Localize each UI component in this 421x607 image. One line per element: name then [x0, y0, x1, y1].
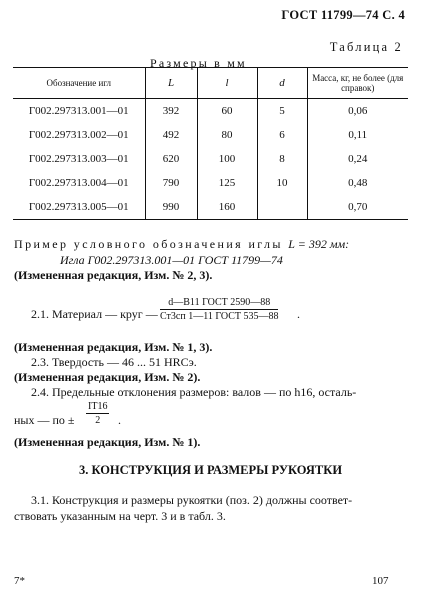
- table-row: [13, 99, 408, 124]
- revision-note: (Измененная редакция, Изм. № 2).: [14, 370, 201, 384]
- page-number: 107: [372, 575, 389, 587]
- column-header: Обозначение игл: [13, 68, 145, 99]
- fraction-denominator: 2: [95, 415, 101, 426]
- table-cell: 0,24: [307, 147, 408, 171]
- fraction-denominator: Ст3сп 1—11 ГОСТ 535—88: [160, 311, 279, 322]
- example-heading: [14, 237, 349, 252]
- table-cell: 492: [145, 123, 197, 147]
- table-cell: 0,70: [307, 195, 408, 220]
- table-cell: Г002.297313.002—01: [28, 129, 129, 141]
- table-cell: 620: [145, 147, 197, 171]
- table-cell: 0,11: [307, 123, 408, 147]
- material-suffix: .: [297, 307, 300, 321]
- table-cell: 60: [197, 99, 257, 124]
- page-header: ГОСТ 11799—74 С. 4: [281, 8, 405, 22]
- example-text: Пример условного обозначения иглы: [14, 237, 283, 251]
- deviation-suffix: .: [118, 413, 121, 427]
- table-cell: 6: [257, 123, 307, 147]
- table-row: [13, 171, 408, 195]
- revision-note: (Измененная редакция, Изм. № 2, 3).: [14, 268, 213, 282]
- revision-note: (Измененная редакция, Изм. № 1).: [14, 435, 201, 449]
- needle-table: [13, 67, 408, 220]
- table-cell: 8: [257, 147, 307, 171]
- table-cell: 392: [145, 99, 197, 124]
- table-cell: 100: [197, 147, 257, 171]
- table-cell: Г002.297313.003—01: [28, 153, 129, 165]
- table-cell: 0,06: [307, 99, 408, 124]
- table-cell: 0,48: [307, 171, 408, 195]
- table-number: Таблица 2: [329, 40, 403, 54]
- construction-continuation: ствовать указанным на черт. 3 и в табл. 3.: [14, 509, 226, 523]
- table-row: [13, 195, 408, 220]
- table-cell: 10: [257, 171, 307, 195]
- table-cell: Г002.297313.001—01: [28, 105, 129, 117]
- column-header: Масса, кг, не более (для справок): [307, 68, 408, 99]
- hardness-clause: 2.3. Твердость — 46 ... 51 HRCэ.: [31, 355, 197, 369]
- column-header: d: [257, 68, 307, 99]
- deviations-clause: 2.4. Предельные отклонения размеров: валов — по h16, осталь-: [31, 385, 357, 399]
- column-header: l: [197, 68, 257, 99]
- fraction-numerator: IT16: [88, 401, 108, 412]
- table-cell: Г002.297313.005—01: [13, 195, 145, 220]
- construction-clause: 3.1. Конструкция и размеры рукоятки (поз. 2) должны соответ-: [31, 493, 353, 507]
- fraction-numerator: d—B11 ГОСТ 2590—88: [160, 297, 278, 310]
- table-row: [13, 123, 408, 147]
- footer-mark: 7*: [14, 575, 25, 587]
- deviations-continuation: ных — по ±: [14, 413, 75, 427]
- column-header: L: [145, 68, 197, 99]
- table-cell: 125: [197, 171, 257, 195]
- table-cell: 790: [145, 171, 197, 195]
- material-clause: 2.1. Материал — круг —: [31, 307, 158, 321]
- table-units: Размеры в мм: [150, 56, 247, 70]
- revision-note: (Измененная редакция, Изм. № 1, 3).: [14, 340, 213, 354]
- table-row: [13, 147, 408, 171]
- material-fraction: [160, 297, 278, 322]
- table-cell: 160: [197, 195, 257, 220]
- table-header-row: [13, 68, 408, 99]
- section-title: 3. КОНСТРУКЦИЯ И РАЗМЕРЫ РУКОЯТКИ: [78, 463, 343, 477]
- example-designation: Игла Г002.297313.001—01 ГОСТ 11799—74: [60, 253, 283, 267]
- table-cell: 5: [257, 99, 307, 124]
- table-cell: [257, 195, 307, 220]
- deviation-fraction: [86, 401, 109, 426]
- table-cell: 80: [197, 123, 257, 147]
- table-cell: 990: [145, 195, 197, 220]
- table-cell: Г002.297313.004—01: [28, 177, 129, 189]
- example-formula: L = 392 мм:: [288, 237, 350, 251]
